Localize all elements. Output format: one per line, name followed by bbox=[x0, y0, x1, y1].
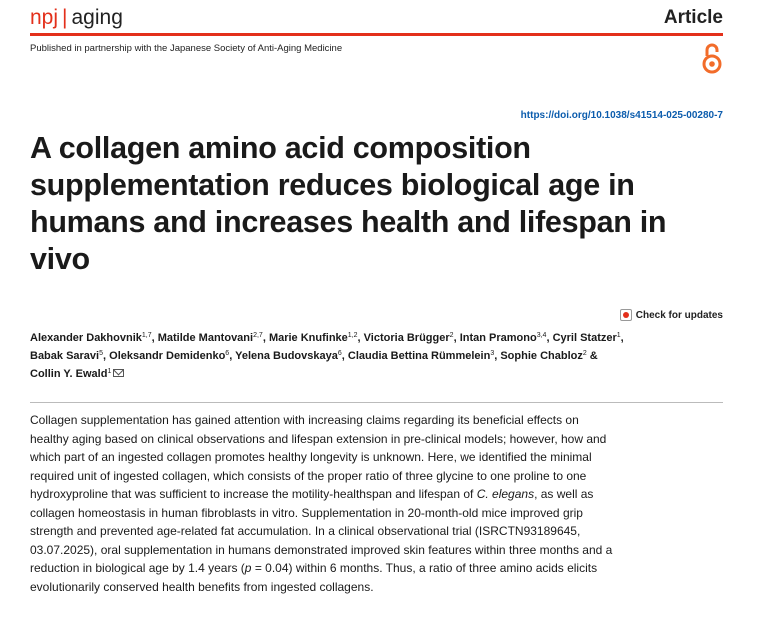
author-affiliation: 6 bbox=[225, 350, 230, 357]
author-affiliation: 1 bbox=[616, 332, 621, 339]
author-separator: , bbox=[151, 332, 158, 344]
author-affiliation: 5 bbox=[99, 350, 104, 357]
journal-name: aging bbox=[71, 6, 123, 29]
author-name[interactable]: Intan Pramono$^{3,4}$ bbox=[459, 332, 547, 344]
journal-separator: | bbox=[62, 6, 68, 29]
author-separator: , bbox=[620, 332, 624, 344]
section-divider bbox=[30, 402, 723, 403]
author-affiliation: 2,7 bbox=[253, 332, 263, 339]
author-name[interactable]: Victoria Brügger$^2$ bbox=[363, 332, 454, 344]
author-separator: & bbox=[586, 350, 598, 362]
author-name[interactable]: Marie Knufinke$^{1,2}$ bbox=[268, 332, 358, 344]
p-value-symbol: p bbox=[244, 561, 252, 575]
author-list bbox=[30, 329, 630, 383]
author-name[interactable]: Collin Y. Ewald$^1$ bbox=[30, 368, 112, 380]
author-affiliation: 2 bbox=[449, 332, 454, 339]
author-separator: , bbox=[494, 350, 501, 362]
author-name[interactable]: Sophie Chabloz$^2$ bbox=[500, 350, 587, 362]
header-rule bbox=[30, 33, 723, 36]
author-name[interactable]: Babak Saravi$^5$ bbox=[30, 350, 104, 362]
author-name[interactable]: Yelena Budovskaya$^6$ bbox=[235, 350, 342, 362]
open-access-lock-icon bbox=[701, 42, 723, 74]
author-affiliation: 1,7 bbox=[141, 332, 152, 339]
author-separator: , bbox=[262, 332, 269, 344]
article-type-label: Article bbox=[663, 7, 723, 28]
author-separator: , bbox=[546, 332, 553, 344]
author-affiliation: 6 bbox=[337, 350, 342, 357]
partnership-note: Published in partnership with the Japanese Society of Anti-Aging Medicine bbox=[30, 43, 343, 54]
author-name[interactable]: Matilde Mantovani$^{2,7}$ bbox=[157, 332, 263, 344]
author-name[interactable]: Alexander Dakhovnik$^{1,7}$ bbox=[30, 332, 152, 344]
author-separator: , bbox=[229, 350, 236, 362]
doi-link[interactable]: https://doi.org/10.1038/s41514-025-00280-7 bbox=[520, 110, 723, 121]
author-affiliation: 3,4 bbox=[536, 332, 547, 339]
journal-logo bbox=[30, 6, 123, 30]
species-name: C. elegans bbox=[476, 487, 535, 501]
abstract-text: Collagen supplementation has gained attention with increasing claims regarding its beneficial effects on healthy aging based on clinical observations and lifespan extension in pre-clinical models; however, how and which part of an ingested collagen promotes healthy longevity is unknown. Here, we identified the minimal required unit of ingested collagen, which consists of the proper ratio of three glycine to one proline to one hydroxyproline that was sufficient to increase the motility-healthspan and lifespan of C. elegans, as well as collagen homeostasis in human fibroblasts in vitro. Supplementation in 20-month-old mice improved grip strength and prevented age-related fat accumulation. In a clinical observational trial (ISRCTN93189645, 03.07.2025), oral supplementation in humans demonstrated improved skin features within three months and a reduction in biological age by 1.4 years (p = 0.04) within 6 months. Thus, a ratio of three amino acids elicits evolutionarily conserved health benefits from ingested collagens. bbox=[30, 413, 613, 594]
check-for-updates-label: Check for updates bbox=[635, 309, 723, 321]
author-affiliation: 2 bbox=[582, 350, 587, 357]
author-separator: , bbox=[357, 332, 364, 344]
author-separator: , bbox=[341, 350, 348, 362]
author-affiliation: 1,2 bbox=[347, 332, 358, 339]
article-title: A collagen amino acid composition supplementation reduces biological age in humans and increases health and lifespan in vivo bbox=[30, 131, 667, 276]
email-icon[interactable] bbox=[113, 369, 124, 377]
check-for-updates-button[interactable] bbox=[620, 309, 723, 321]
author-separator: , bbox=[453, 332, 460, 344]
author-name[interactable]: Cyril Statzer$^1$ bbox=[552, 332, 621, 344]
author-affiliation: 3 bbox=[490, 350, 495, 357]
author-separator: , bbox=[103, 350, 110, 362]
author-affiliation: 1 bbox=[107, 368, 112, 375]
check-for-updates-icon bbox=[620, 309, 632, 321]
author-name[interactable]: Oleksandr Demidenko$^6$ bbox=[109, 350, 230, 362]
author-name[interactable]: Claudia Bettina Rümmelein$^3$ bbox=[347, 350, 495, 362]
journal-brand: npj bbox=[30, 6, 59, 29]
